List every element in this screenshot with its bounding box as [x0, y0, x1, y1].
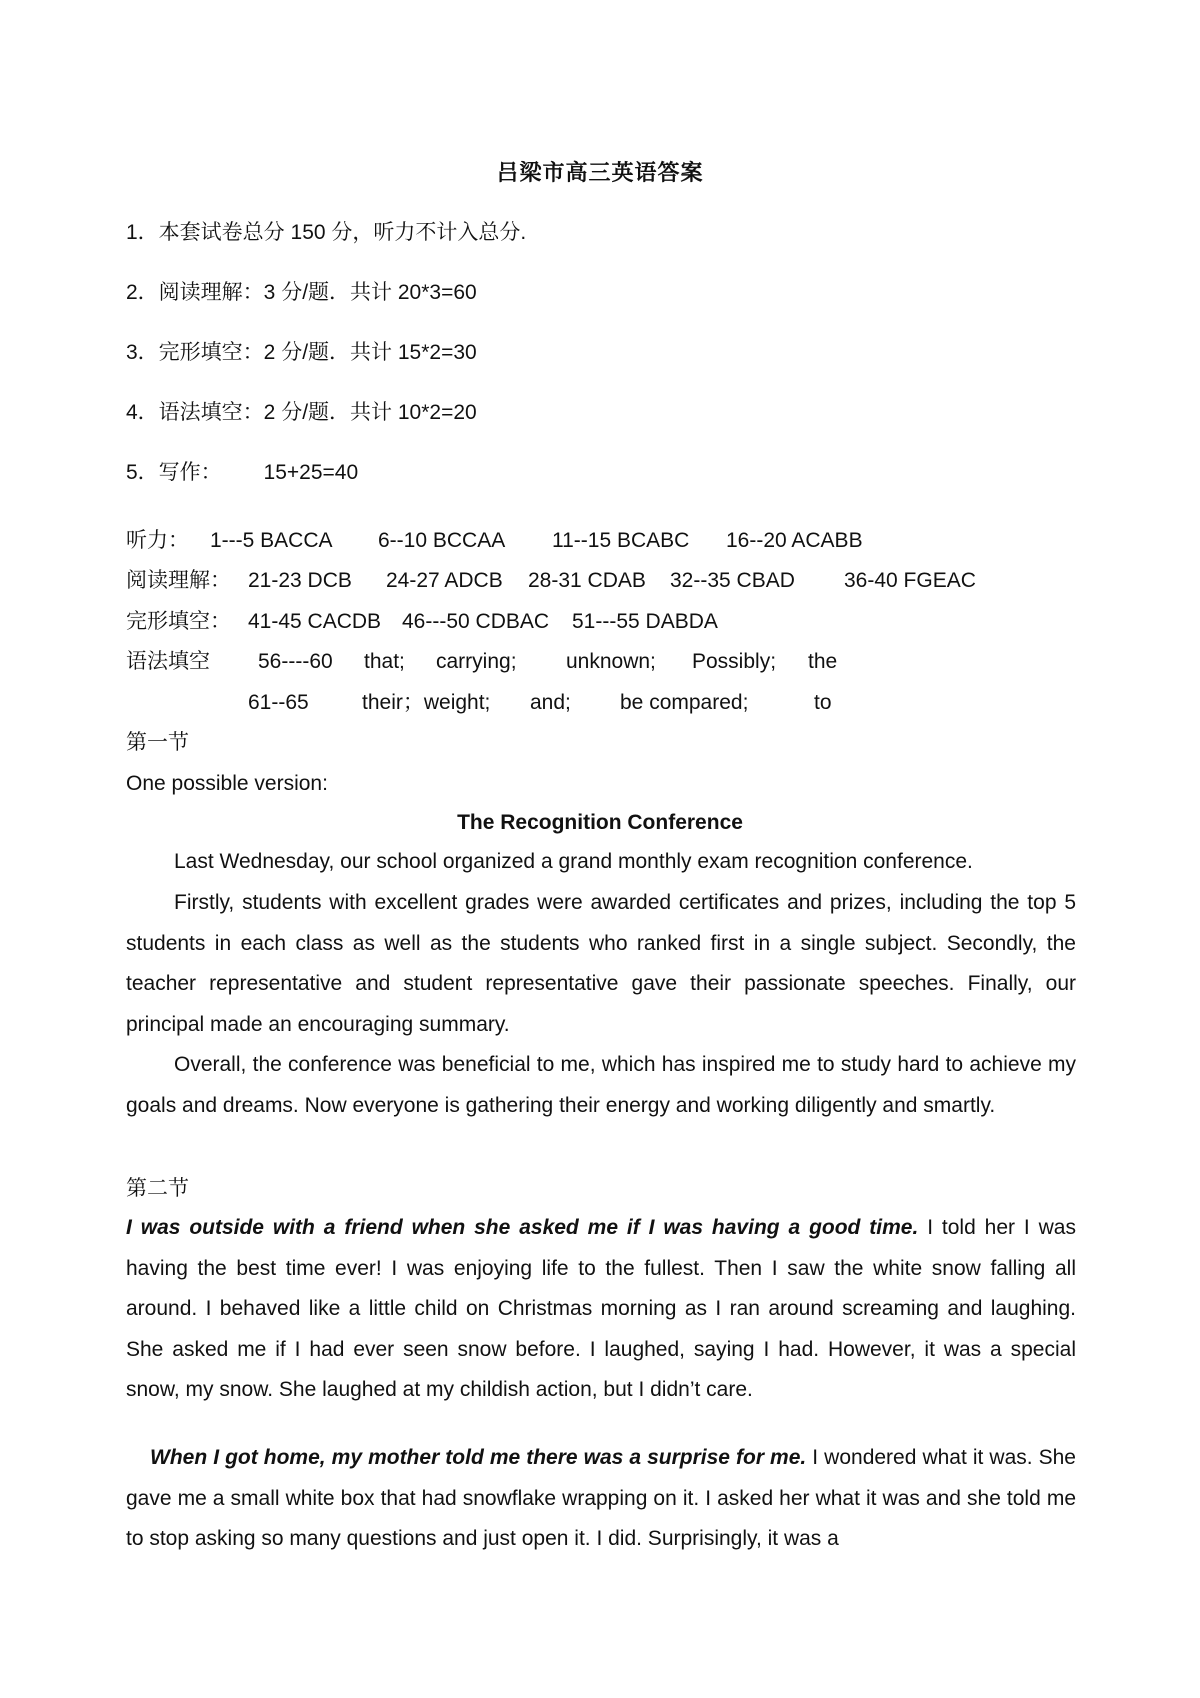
answer-group: 51---55 DABDA [572, 610, 718, 633]
story-paragraph-1 [126, 1208, 1076, 1411]
section2-heading: 第二节 [126, 1177, 189, 1200]
answer-group: 6--10 BCCAA [378, 529, 506, 552]
story-paragraph-2 [126, 1438, 1076, 1560]
scoring-line-3: 3．完形填空：2 分/题．共计 15*2=30 [126, 341, 477, 364]
answer-group: 32--35 CBAD [670, 569, 795, 592]
scoring-line-2: 2．阅读理解：3 分/题．共计 20*3=60 [126, 281, 477, 304]
scoring-line-5 [126, 462, 358, 483]
grammar-answer: the [808, 650, 838, 673]
grammar-label: 语法填空 [126, 650, 210, 673]
essay-paragraph-2: Firstly, students with excellent grades were awarded certificates and prizes, including the top 5 students in each class as well as the students who ranked first in a single subject. Secondly, the teacher representative and student representative gave their passionate speeches. Finally, our principal made an encouraging summary. [126, 891, 1076, 1036]
answer-group: 21-23 DCB [248, 569, 352, 592]
section1-heading: 第一节 [126, 731, 189, 754]
answer-group: 24-27 ADCB [386, 569, 503, 592]
answer-group: 46---50 CDBAC [402, 610, 550, 633]
answer-group: 41-45 CACDB [248, 610, 382, 633]
grammar-answer: that; [364, 650, 405, 673]
answer-group: 16--20 ACABB [726, 529, 863, 552]
story-lead-sentence: I was outside with a friend when she asked me if I was having a good time. [126, 1216, 919, 1239]
reading-label: 阅读理解： [126, 569, 231, 592]
version-label: One possible version: [126, 772, 328, 795]
story-body: I told her I was having the best time ever! I was enjoying life to the fullest. Then I saw the white snow falling all around. I behaved like a little child on Christmas morning as I ran around screaming and laughing. She asked me if I had ever seen snow before. I laughed, saying I had. However, it was a special snow, my snow. She laughed at my childish action, but I didn’t care. [126, 1216, 1076, 1401]
grammar-answer: carrying; [436, 650, 517, 673]
grammar-answer: and; [530, 691, 571, 714]
grammar-answer: Possibly; [692, 650, 777, 673]
listening-label: 听力： [126, 529, 189, 552]
story-body: I wondered what it was. She gave me a small white box that had snowflake wrapping on it. I asked her what it was and she told me to stop asking so many questions and just open it. I did. Surprisingly, it was a [126, 1446, 1076, 1550]
grammar-range: 61--65 [248, 691, 309, 714]
grammar-answer: to [814, 691, 832, 714]
answer-group: 1---5 BACCA [210, 529, 333, 552]
answer-group: 28-31 CDAB [528, 569, 646, 592]
essay-paragraph-3: Overall, the conference was beneficial to me, which has inspired me to study hard to achieve my goals and dreams. Now everyone is gathering their energy and working diligently and smartly. [126, 1053, 1076, 1117]
grammar-answer: their；weight; [362, 691, 491, 714]
scoring-line-1: 1．本套试卷总分 150 分，听力不计入总分. [126, 221, 527, 244]
grammar-answer: be compared; [620, 691, 749, 714]
writing-score-value: 15+25=40 [263, 461, 359, 484]
cloze-label: 完形填空： [126, 610, 231, 633]
story-lead-sentence: When I got home, my mother told me there was a surprise for me. [150, 1446, 807, 1469]
answer-group: 11--15 BCABC [552, 529, 690, 552]
essay-title: The Recognition Conference [457, 811, 743, 834]
writing-score-label: 5．写作： [126, 461, 222, 484]
grammar-range: 56----60 [258, 650, 333, 673]
grammar-answer: unknown; [566, 650, 656, 673]
answer-group: 36-40 FGEAC [844, 569, 976, 592]
page-title: 吕梁市高三英语答案 [496, 160, 704, 185]
essay-paragraph-1: Last Wednesday, our school organized a grand monthly exam recognition conference. [174, 850, 973, 873]
scoring-line-4: 4．语法填空：2 分/题．共计 10*2=20 [126, 401, 477, 424]
